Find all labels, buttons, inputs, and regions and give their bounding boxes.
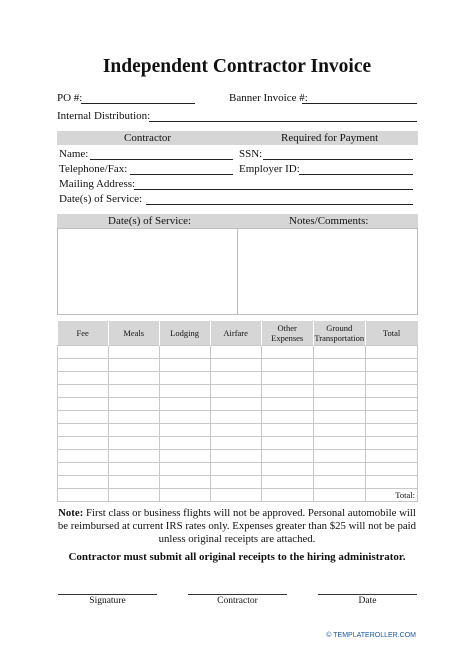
table-row xyxy=(58,359,418,372)
footer-credit: © TEMPLATEROLLER.COM xyxy=(326,632,416,639)
table-row xyxy=(58,372,418,385)
mailing-address-label: Mailing Address: xyxy=(59,178,136,190)
notes-box[interactable] xyxy=(237,228,418,315)
table-row xyxy=(58,489,418,502)
table-row xyxy=(58,463,418,476)
table-cell[interactable] xyxy=(210,346,261,359)
table-cell[interactable] xyxy=(365,450,417,463)
table-cell[interactable] xyxy=(58,476,109,489)
table-cell[interactable] xyxy=(210,437,261,450)
table-cell[interactable] xyxy=(58,372,109,385)
table-cell[interactable] xyxy=(313,450,365,463)
table-cell[interactable] xyxy=(210,372,261,385)
table-cell[interactable] xyxy=(159,476,210,489)
table-cell[interactable] xyxy=(108,346,159,359)
date-line[interactable] xyxy=(318,594,417,595)
signature-line[interactable] xyxy=(58,594,157,595)
table-cell[interactable] xyxy=(365,424,417,437)
table-cell[interactable] xyxy=(261,385,313,398)
contractor-label: Contractor xyxy=(217,596,258,606)
table-cell[interactable] xyxy=(58,424,109,437)
table-cell[interactable] xyxy=(108,385,159,398)
table-cell[interactable] xyxy=(365,385,417,398)
table-cell[interactable] xyxy=(313,372,365,385)
table-cell[interactable] xyxy=(159,372,210,385)
signature-label: Signature xyxy=(89,596,126,606)
table-cell[interactable] xyxy=(58,463,109,476)
name-field[interactable] xyxy=(90,159,233,160)
table-cell[interactable] xyxy=(108,476,159,489)
table-cell[interactable] xyxy=(108,437,159,450)
table-row xyxy=(58,437,418,450)
table-cell[interactable] xyxy=(108,372,159,385)
contractor-header-bar xyxy=(57,131,418,145)
table-cell[interactable] xyxy=(108,398,159,411)
submit-instruction: Contractor must submit all original receipts to the hiring administrator. xyxy=(68,551,406,563)
col-meals: Meals xyxy=(108,321,159,346)
table-cell[interactable] xyxy=(313,489,365,502)
table-cell[interactable] xyxy=(365,359,417,372)
table-cell[interactable] xyxy=(365,437,417,450)
table-cell[interactable] xyxy=(365,463,417,476)
table-cell[interactable] xyxy=(261,411,313,424)
table-cell[interactable] xyxy=(58,359,109,372)
table-cell[interactable] xyxy=(108,359,159,372)
name-label: Name: xyxy=(59,148,89,160)
note-paragraph xyxy=(57,507,417,546)
employer-id-label: Employer ID: xyxy=(239,163,300,175)
table-cell[interactable] xyxy=(58,385,109,398)
col-fee: Fee xyxy=(58,321,109,346)
total-label: Total: xyxy=(365,489,417,502)
table-cell[interactable] xyxy=(58,346,109,359)
table-cell[interactable] xyxy=(210,359,261,372)
table-cell[interactable] xyxy=(261,346,313,359)
service-dates-box[interactable] xyxy=(57,228,238,315)
table-row xyxy=(58,398,418,411)
table-cell[interactable] xyxy=(159,398,210,411)
note-label: Note: xyxy=(58,507,84,519)
table-cell[interactable] xyxy=(313,346,365,359)
internal-distribution-label: Internal Distribution: xyxy=(57,110,151,122)
table-cell[interactable] xyxy=(210,489,261,502)
table-cell[interactable] xyxy=(365,398,417,411)
table-row xyxy=(58,411,418,424)
table-cell[interactable] xyxy=(159,463,210,476)
table-row xyxy=(58,450,418,463)
notes-header: Notes/Comments: xyxy=(289,215,369,227)
table-cell[interactable] xyxy=(365,476,417,489)
date-label: Date xyxy=(358,596,377,606)
contractor-line[interactable] xyxy=(188,594,287,595)
telephone-field[interactable] xyxy=(130,174,233,175)
expense-table xyxy=(57,321,418,502)
po-label: PO #: xyxy=(57,92,83,104)
table-cell[interactable] xyxy=(210,463,261,476)
table-cell[interactable] xyxy=(58,437,109,450)
table-cell[interactable] xyxy=(261,450,313,463)
table-cell[interactable] xyxy=(58,411,109,424)
col-ground-transportation: Ground Transportation xyxy=(313,321,365,346)
table-cell[interactable] xyxy=(365,346,417,359)
table-cell[interactable] xyxy=(159,346,210,359)
table-cell[interactable] xyxy=(210,476,261,489)
table-cell[interactable] xyxy=(313,385,365,398)
required-payment-header: Required for Payment xyxy=(281,132,379,144)
table-cell[interactable] xyxy=(210,424,261,437)
service-dates-header: Date(s) of Service: xyxy=(108,215,192,227)
contractor-header: Contractor xyxy=(124,132,172,144)
table-row xyxy=(58,476,418,489)
col-lodging: Lodging xyxy=(159,321,210,346)
table-cell[interactable] xyxy=(313,437,365,450)
table-cell[interactable] xyxy=(313,463,365,476)
table-cell[interactable] xyxy=(159,489,210,502)
ssn-label: SSN: xyxy=(239,148,263,160)
note-text: First class or business flights will not be approved. Personal automobile will be reimbursed at current IRS rates only. Expenses greater than $25 will not be paid unless original receipts are attached. xyxy=(57,507,417,545)
banner-invoice-label: Banner Invoice #: xyxy=(229,92,308,104)
table-row xyxy=(58,346,418,359)
telephone-label: Telephone/Fax: xyxy=(59,163,128,175)
table-cell[interactable] xyxy=(58,450,109,463)
table-cell[interactable] xyxy=(365,411,417,424)
table-cell[interactable] xyxy=(313,411,365,424)
table-cell[interactable] xyxy=(108,411,159,424)
table-cell[interactable] xyxy=(261,437,313,450)
table-cell[interactable] xyxy=(261,398,313,411)
table-cell[interactable] xyxy=(58,489,109,502)
table-cell[interactable] xyxy=(108,463,159,476)
table-cell[interactable] xyxy=(159,385,210,398)
table-row xyxy=(58,385,418,398)
table-cell[interactable] xyxy=(108,450,159,463)
table-cell[interactable] xyxy=(159,437,210,450)
service-header-bar xyxy=(57,214,418,228)
table-cell[interactable] xyxy=(261,463,313,476)
table-cell[interactable] xyxy=(261,424,313,437)
table-cell[interactable] xyxy=(261,489,313,502)
table-cell[interactable] xyxy=(261,372,313,385)
ssn-field[interactable] xyxy=(263,159,413,160)
table-cell[interactable] xyxy=(210,398,261,411)
invoice-title: Independent Contractor Invoice xyxy=(102,56,372,77)
table-cell[interactable] xyxy=(313,424,365,437)
table-cell[interactable] xyxy=(261,359,313,372)
table-cell[interactable] xyxy=(159,450,210,463)
table-cell[interactable] xyxy=(261,476,313,489)
col-total: Total xyxy=(365,321,417,346)
po-field[interactable] xyxy=(81,103,195,104)
table-cell[interactable] xyxy=(210,411,261,424)
dates-of-service-label: Date(s) of Service: xyxy=(59,193,143,205)
table-cell[interactable] xyxy=(313,398,365,411)
table-cell[interactable] xyxy=(365,372,417,385)
table-cell[interactable] xyxy=(210,450,261,463)
internal-distribution-field[interactable] xyxy=(149,121,417,122)
table-cell[interactable] xyxy=(313,476,365,489)
table-cell[interactable] xyxy=(108,424,159,437)
table-row xyxy=(58,424,418,437)
col-airfare: Airfare xyxy=(210,321,261,346)
banner-invoice-field[interactable] xyxy=(302,103,417,104)
employer-id-field[interactable] xyxy=(299,174,413,175)
table-cell[interactable] xyxy=(108,489,159,502)
table-cell[interactable] xyxy=(159,424,210,437)
table-cell[interactable] xyxy=(159,411,210,424)
dates-of-service-field[interactable] xyxy=(146,204,413,205)
table-cell[interactable] xyxy=(313,359,365,372)
table-cell[interactable] xyxy=(58,398,109,411)
mailing-address-field[interactable] xyxy=(134,189,413,190)
col-other-expenses: Other Expenses xyxy=(261,321,313,346)
table-cell[interactable] xyxy=(159,359,210,372)
table-cell[interactable] xyxy=(210,385,261,398)
